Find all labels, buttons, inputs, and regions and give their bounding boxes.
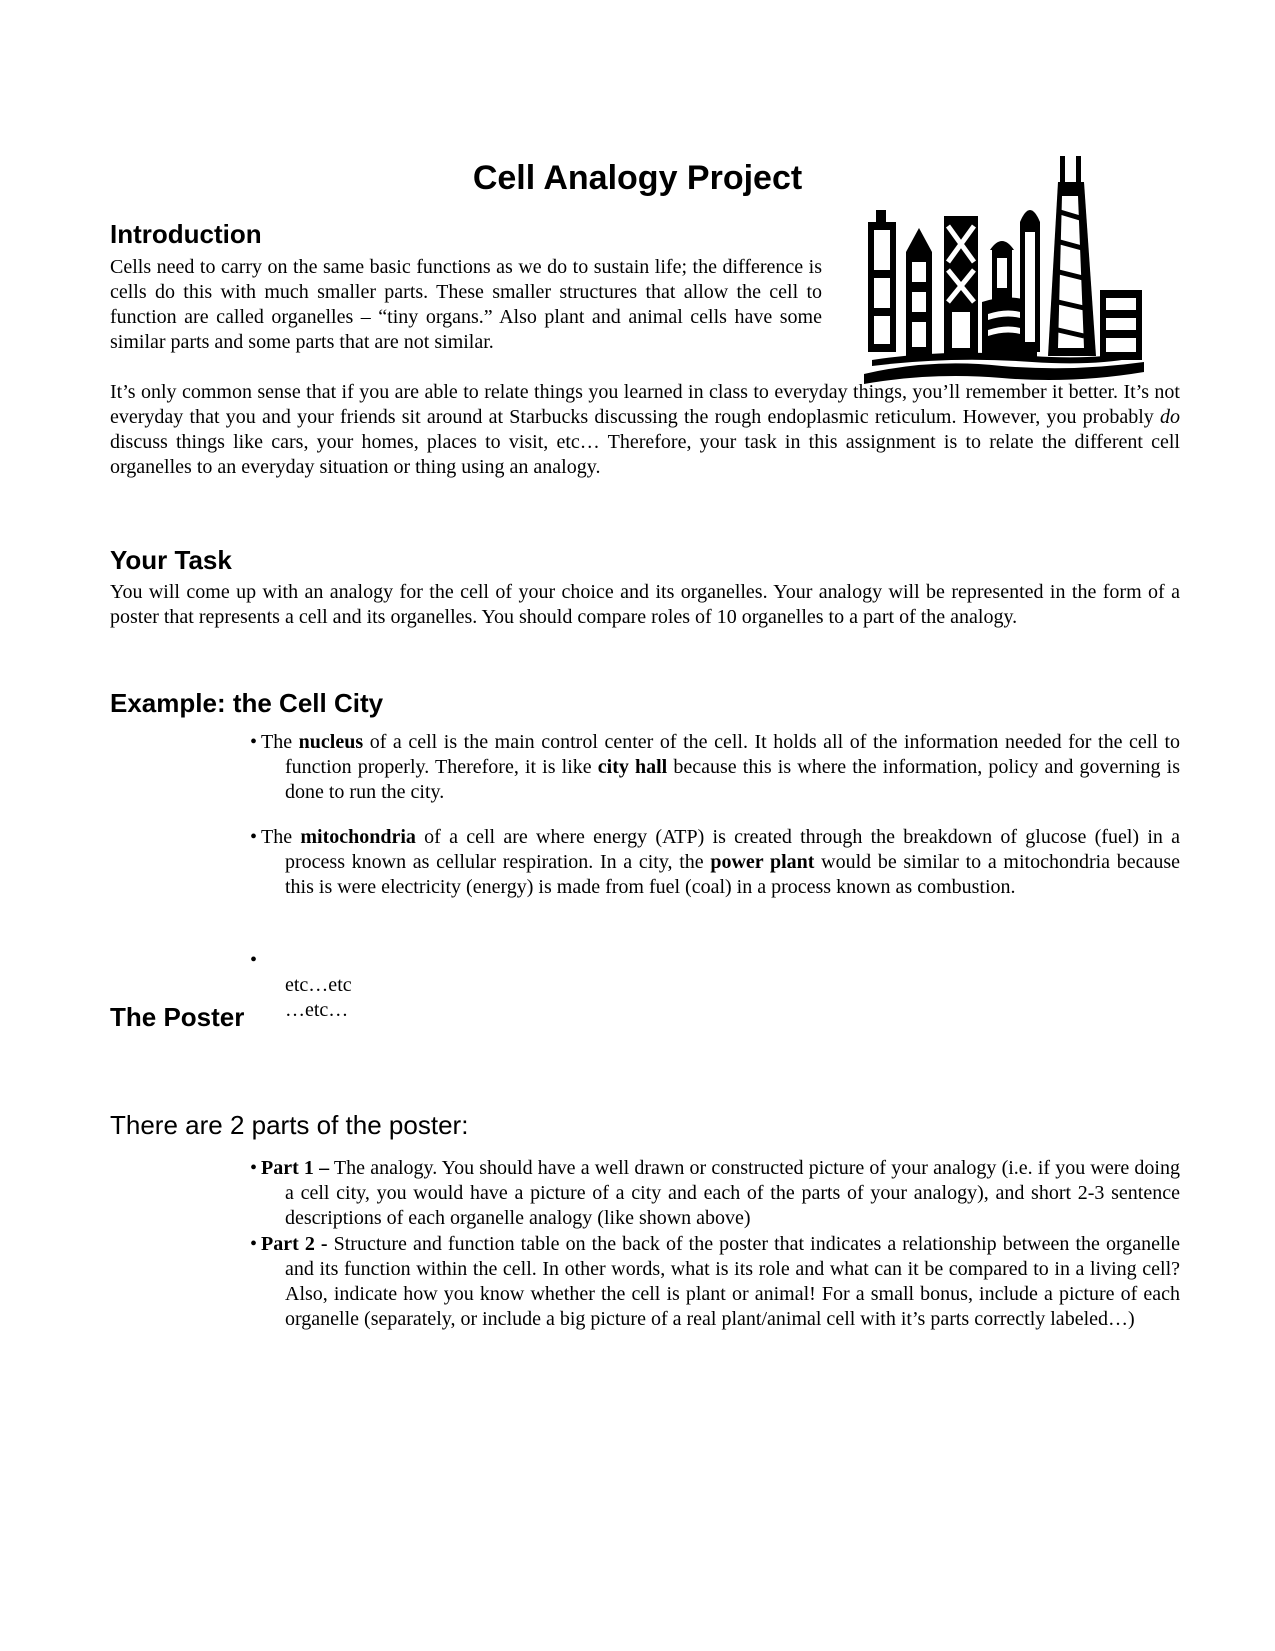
example-bullet-etc-marker: •: [250, 949, 258, 971]
nucleus-text-1: The: [261, 731, 299, 753]
bullet-marker: •: [250, 731, 258, 753]
task-paragraph: You will come up with an analogy for the cell of your choice and its organelles. Your analogy will be represented in the form of a poster that represents a cell and its organelles. You should compare roles of 10 organelles to a part of the analogy.: [110, 581, 1180, 628]
nucleus-text-3: because this is where the information, policy and governing is done to run the city.: [285, 756, 1181, 803]
mitochondria-text: [261, 825, 1181, 900]
example-bullet-mitochondria: [250, 825, 1180, 900]
intro-paragraph-2-emphasis: do: [1160, 406, 1180, 428]
city-hall-term: city hall: [597, 756, 668, 778]
intro-paragraph-1: Cells need to carry on the same basic functions as we do to sustain life; the difference is cells do this with much smaller parts. These smaller structures that allow the cell to function are called organelles – “tiny organs.” Also plant and animal cells have some similar parts and some parts that are not similar.: [110, 256, 822, 353]
bullet-marker: •: [250, 826, 258, 848]
mitochondria-term: mitochondria: [300, 826, 416, 848]
mitochondria-text-1: The: [261, 826, 301, 848]
intro-paragraph-2-text-a: It’s only common sense that if you are able to relate things you learned in class to everyday things, you’ll remember it better. It’s not everyday that you and your friends sit around at Starbucks discussing the rough endoplasmic reticulum. However, you probably: [110, 381, 1180, 428]
part-1-description: The analogy. You should have a well drawn or constructed picture of your analogy (i.e. if you were doing a cell city, you would have a picture of a city and each of the parts of your analogy), and short 2-3 sentence descriptions of each organelle analogy (like shown above): [285, 1157, 1180, 1229]
mitochondria-text-3: would be similar to a mitochondria because this is were electricity (energy) is made from fuel (coal) in a process known as combustion.: [285, 851, 1181, 898]
nucleus-text: [261, 730, 1181, 805]
part-1-label: Part 1 –: [261, 1157, 330, 1179]
poster-part-2: [250, 1232, 1180, 1332]
poster-part-1: [250, 1156, 1180, 1231]
example-heading: Example: the Cell City: [110, 688, 384, 718]
etc-line-2: …etc…: [285, 999, 349, 1021]
etc-line-1: etc…etc: [285, 974, 352, 996]
mitochondria-text-2: of a cell are where energy (ATP) is created through the breakdown of glucose (fuel) in a process known as cellular respiration. In a city, the: [285, 826, 1181, 873]
poster-parts-lead: There are 2 parts of the poster:: [110, 1110, 469, 1140]
poster-heading: The Poster: [110, 1002, 245, 1032]
page-title: Cell Analogy Project: [472, 159, 803, 197]
bullet-marker: •: [250, 1157, 258, 1179]
your-task-heading: Your Task: [110, 545, 232, 575]
part-1-text: [261, 1156, 1180, 1231]
part-2-text: [261, 1232, 1180, 1332]
city-skyline-icon: [862, 152, 1148, 388]
part-2-description: Structure and function table on the back of the poster that indicates a relationship between the organelle and its function within the cell. In other words, what is its role and what can it be compared to in a living cell? Also, indicate how you know whether the cell is plant or animal! For a small bonus, include a picture of each organelle (separately, or include a big picture of a real plant/animal cell with it’s parts correctly labeled…): [285, 1233, 1180, 1330]
introduction-heading: Introduction: [110, 219, 262, 249]
nucleus-term: nucleus: [298, 731, 364, 753]
power-plant-term: power plant: [710, 851, 815, 873]
part-2-label: Part 2 -: [261, 1233, 328, 1255]
intro-paragraph-2-text-b: discuss things like cars, your homes, places to visit, etc… Therefore, your task in this assignment is to relate the different cell organelles to an everyday situation or thing using an analogy.: [110, 431, 1180, 478]
example-bullet-nucleus: [250, 730, 1180, 805]
nucleus-text-2: of a cell is the main control center of the cell. It holds all of the information needed for the cell to function properly. Therefore, it is like: [285, 731, 1180, 778]
bullet-marker: •: [250, 1233, 258, 1255]
intro-paragraph-2: [110, 380, 1180, 480]
